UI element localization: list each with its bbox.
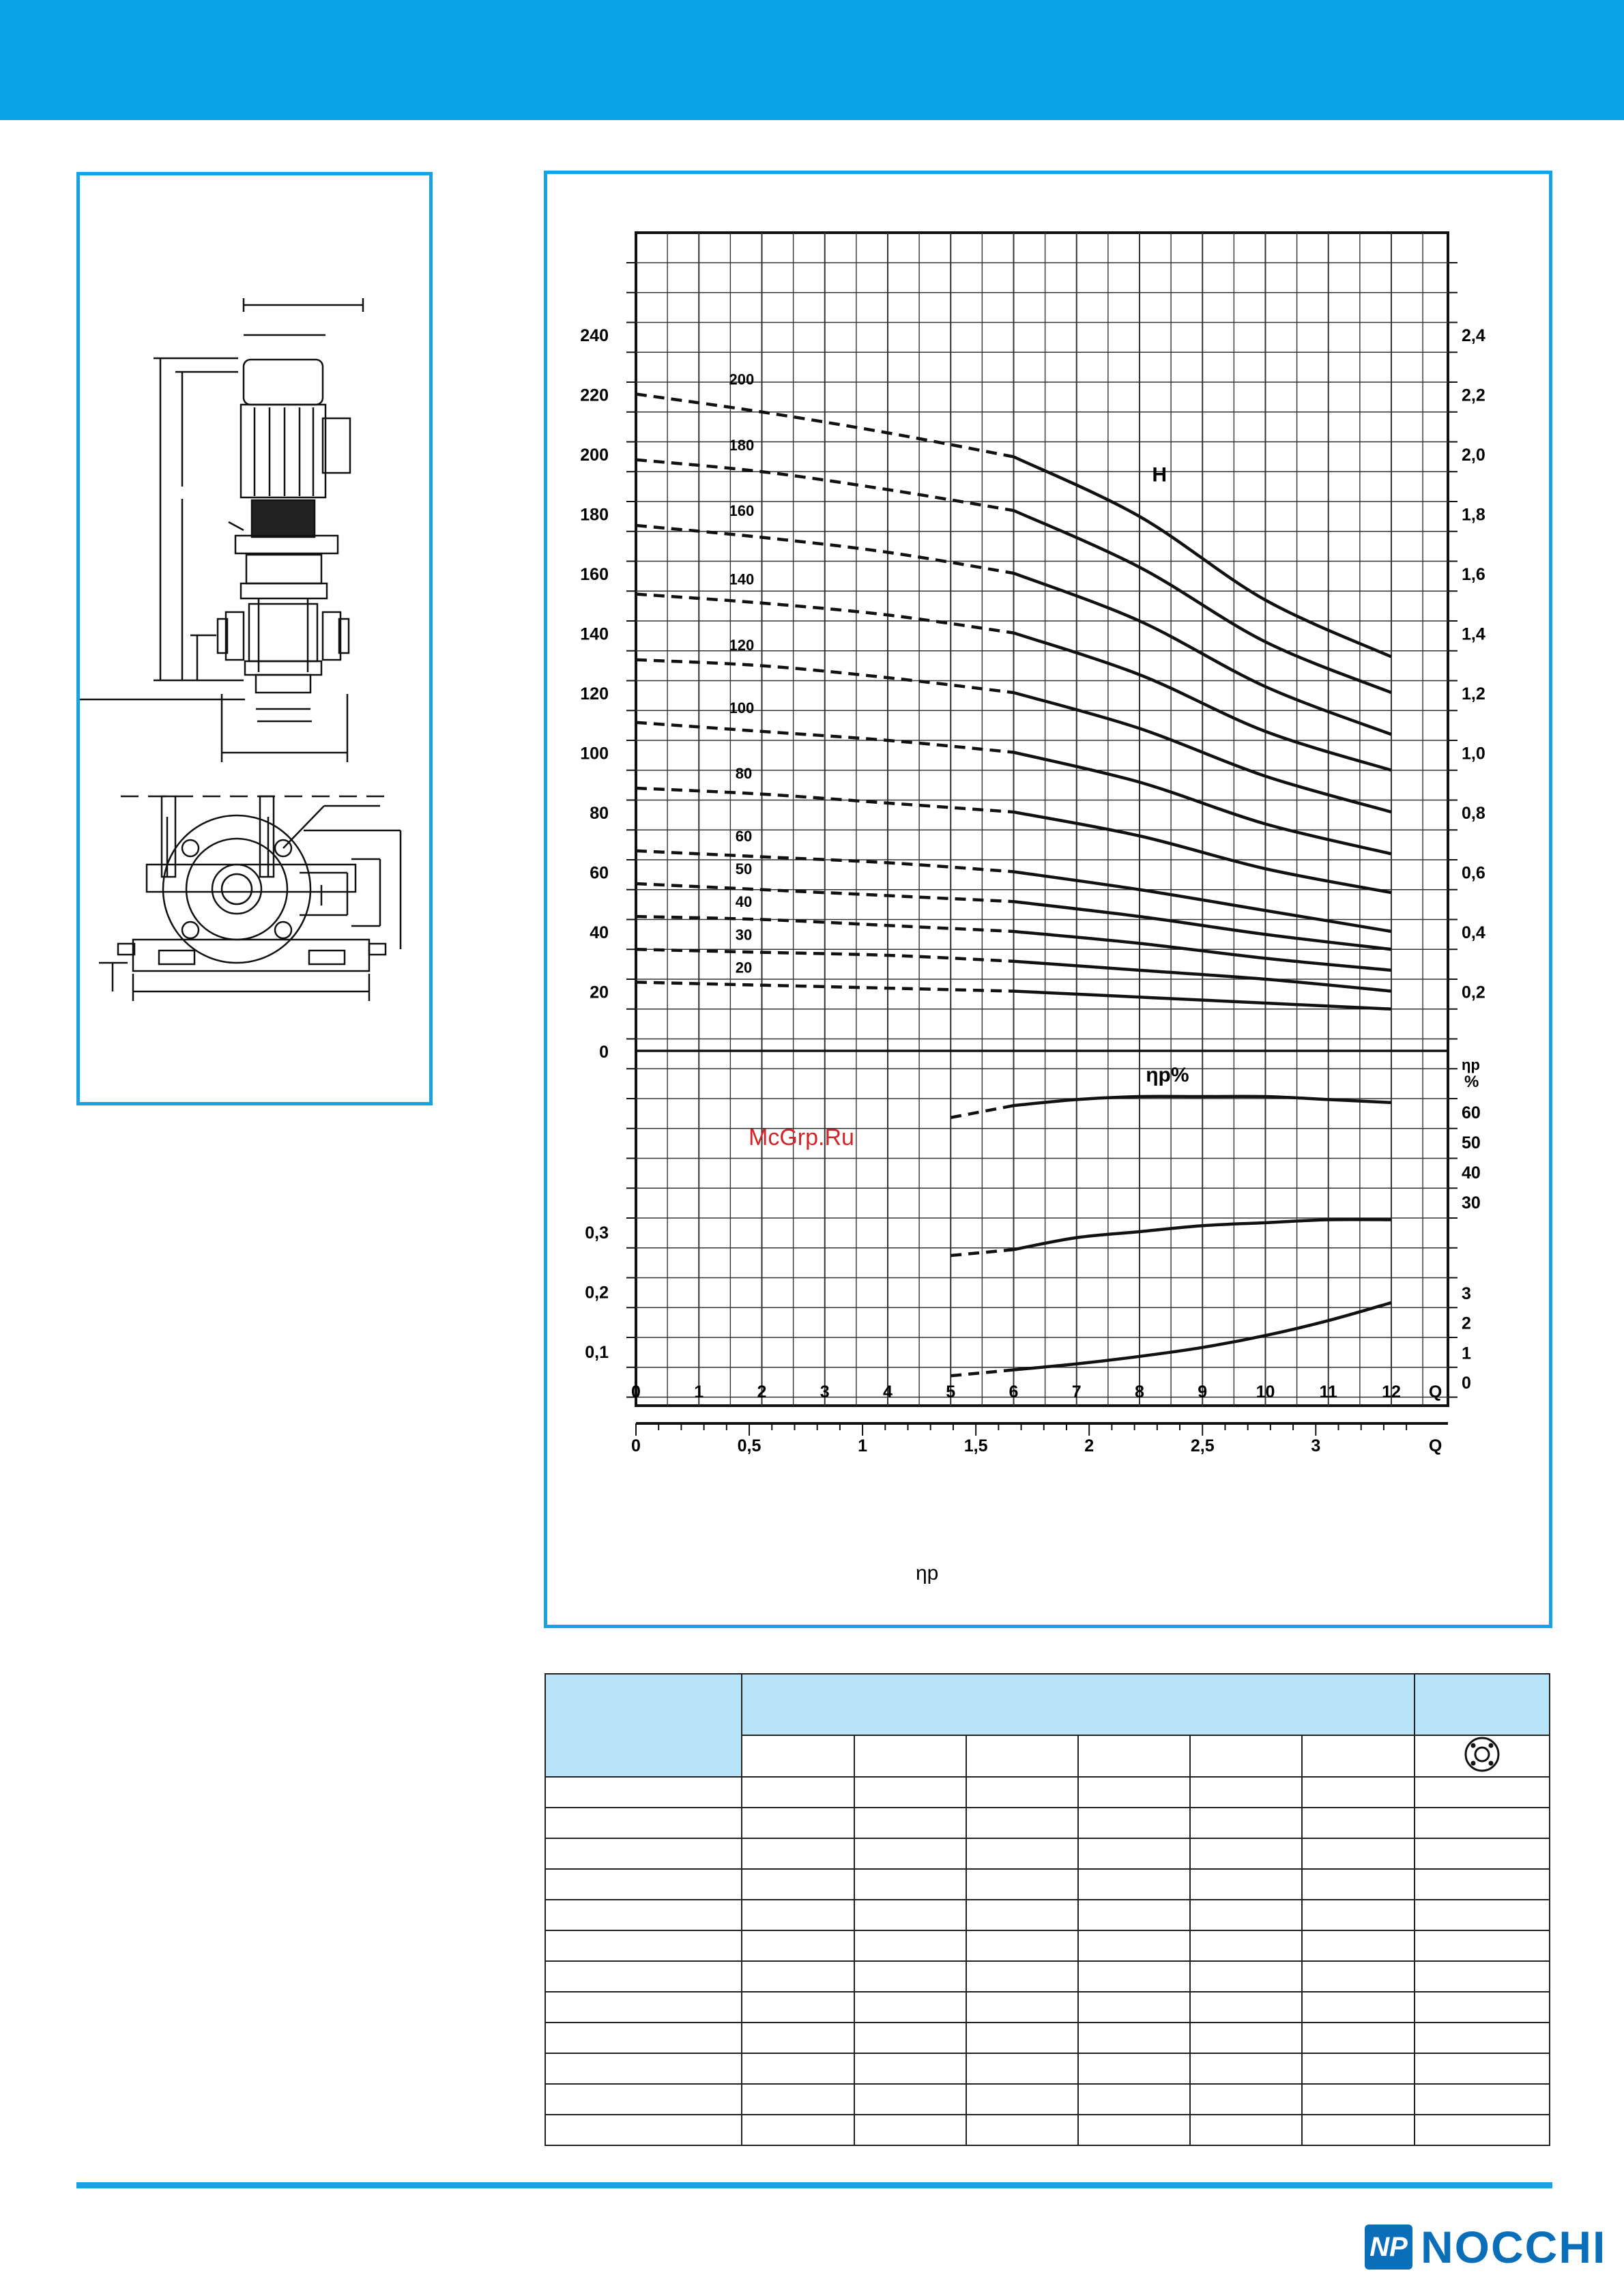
table-cell [742,2053,854,2084]
table-cell [545,1900,742,1930]
table-cell [742,1777,854,1808]
plot-frame [636,233,1448,1406]
table-cell [1415,1961,1550,1992]
table-cell [545,1930,742,1961]
x-tick-label: 1 [694,1382,704,1402]
table-cell [742,1808,854,1838]
table-cell [854,1869,966,1900]
head-tick-label-left: 120 [580,684,609,704]
head-tick-label-right: 1,8 [1462,505,1485,525]
x2-tick-label: 2,5 [1190,1436,1215,1455]
head-tick-label-right: 0,4 [1462,923,1485,942]
x-tick-label: 4 [883,1382,893,1402]
table-subheader-icon-cell [1415,1735,1550,1777]
table-cell [545,2053,742,2084]
table-row [545,2115,1550,2145]
footer-line [76,2182,1552,2188]
table-cell [742,2084,854,2115]
table-cell [545,1869,742,1900]
logo-text: NOCCHI [1421,2222,1607,2272]
eff-curve-label: ηp% [1146,1064,1189,1086]
table-cell [1415,2115,1550,2145]
table-cell [1415,1838,1550,1869]
table-cell [966,1961,1078,1992]
table-subheader-cell [854,1735,966,1777]
table-cell [742,1992,854,2023]
table-cell [545,2115,742,2145]
table-cell [1078,1900,1190,1930]
stage-label: 120 [729,636,755,654]
table-cell [1190,1869,1302,1900]
table-cell [1415,2084,1550,2115]
table-cell [545,1777,742,1808]
table-cell [1078,1961,1190,1992]
head-tick-label-left: 80 [590,804,609,823]
table-cell [1190,1808,1302,1838]
x-tick-label: 2 [757,1382,767,1402]
table-row [545,1838,1550,1869]
table-cell [966,2084,1078,2115]
pump-technical-drawing [80,175,429,1102]
table-header-connection [1415,1674,1550,1735]
table-cell [742,1869,854,1900]
head-tick-label-right: 1,6 [1462,565,1485,584]
x-tick-label: 7 [1071,1382,1082,1402]
npsh-tick-label: 2 [1462,1314,1471,1333]
table-subheader-cell [1190,1735,1302,1777]
eff-axis-label: ηp [1462,1056,1480,1073]
head-tick-label-right: 2,4 [1462,326,1485,345]
power-tick-label: 0,2 [585,1283,609,1303]
head-axis-label: H [1152,463,1168,487]
stage-label: 80 [735,765,753,782]
x2-tick-label: 2 [1084,1436,1094,1455]
table-cell [854,1930,966,1961]
table-cell [854,1900,966,1930]
x-axis-label: Q [1428,1382,1442,1402]
stage-label: 140 [729,570,755,588]
flange-icon [1464,1736,1500,1773]
table-cell [1302,1869,1414,1900]
table-cell [1078,2053,1190,2084]
table-cell [1302,1992,1414,2023]
table-subheader-cell [742,1735,854,1777]
table-row [545,2023,1550,2053]
x-tick-label: 11 [1319,1382,1337,1402]
x-tick-label: 0 [631,1382,641,1402]
table-cell [966,2115,1078,2145]
motor-top [244,360,323,405]
table-row [545,1930,1550,1961]
base-flange-outer [163,815,310,963]
table-cell [742,1838,854,1869]
stage-label: 40 [735,893,753,911]
spec-table [545,1673,1550,2146]
table-cell [1078,1930,1190,1961]
table-cell [1190,1930,1302,1961]
npsh-tick-label: 1 [1462,1344,1471,1363]
table-cell [966,1900,1078,1930]
x2-axis-label: Q [1428,1436,1442,1455]
table-cell [854,1992,966,2023]
table-cell [1190,1900,1302,1930]
table-cell [1415,2023,1550,2053]
npsh-tick-label: 3 [1462,1284,1471,1303]
table-cell [545,1961,742,1992]
head-tick-label-right: 1,2 [1462,684,1485,704]
table-cell [1302,1930,1414,1961]
x2-tick-label: 1 [858,1436,868,1455]
head-tick-label-left: 140 [580,624,609,644]
x-tick-label: 9 [1198,1382,1208,1402]
head-tick-label-right: 0,8 [1462,804,1485,823]
table-cell [1190,2053,1302,2084]
head-tick-label-right: 2,0 [1462,446,1485,465]
stage-label: 180 [729,436,755,454]
table-cell [1078,2084,1190,2115]
table-header-group [742,1674,1414,1735]
table-cell [1302,2053,1414,2084]
table-subheader-cell [1302,1735,1414,1777]
table-cell [1302,1900,1414,1930]
eff-tick-label: 30 [1462,1193,1481,1213]
table-cell [966,1838,1078,1869]
coupling [252,500,315,537]
head-tick-label-left: 180 [580,505,609,525]
table-cell [1415,1777,1550,1808]
x-tick-label: 8 [1135,1382,1144,1402]
x-tick-label: 6 [1009,1382,1019,1402]
table-cell [966,2053,1078,2084]
x-tick-label: 10 [1256,1382,1275,1402]
table-row [545,1992,1550,2023]
table-cell [854,2023,966,2053]
table-cell [545,1992,742,2023]
table-cell [966,1808,1078,1838]
table-cell [854,1961,966,1992]
performance-chart [547,174,1549,1625]
table-row [545,1900,1550,1930]
table-cell [1302,2023,1414,2053]
pump-drawing-panel [76,172,433,1105]
table-subheader-cell [966,1735,1078,1777]
table-cell [966,1777,1078,1808]
eta-symbol: ηp [916,1562,939,1584]
terminal-box [323,418,350,473]
table-cell [742,1930,854,1961]
table-cell [1078,1777,1190,1808]
head-tick-label-right: 0,2 [1462,983,1485,1002]
table-cell [1190,1777,1302,1808]
x2-tick-label: 3 [1311,1436,1321,1455]
table-cell [1302,1808,1414,1838]
table-cell [1190,1838,1302,1869]
head-tick-label-left: 0 [599,1043,609,1062]
eff-tick-label: 50 [1462,1133,1481,1153]
table-cell [854,2115,966,2145]
table-cell [1078,1838,1190,1869]
table-header-model [545,1674,742,1777]
npsh-tick-label: 0 [1462,1374,1471,1393]
stage-label: 60 [735,827,753,845]
stage-label: 20 [735,959,753,976]
table-cell [1190,1961,1302,1992]
table-cell [1190,2023,1302,2053]
table-cell [545,2023,742,2053]
table-cell [742,1900,854,1930]
table-cell [545,1838,742,1869]
power-tick-label: 0,1 [585,1343,609,1362]
eff-axis-unit: % [1464,1073,1479,1091]
table-cell [545,1808,742,1838]
table-cell [1078,1808,1190,1838]
table-cell [1190,1992,1302,2023]
table-cell [1415,1900,1550,1930]
head-tick-label-left: 60 [590,863,609,883]
table-cell [1415,1808,1550,1838]
logo-mark-icon: NP [1365,2225,1412,2270]
x2-tick-label: 0,5 [737,1436,762,1455]
table-cell [742,1961,854,1992]
table-cell [1415,1869,1550,1900]
stage-label: 160 [729,502,755,519]
table-cell [1302,2115,1414,2145]
table-cell [1078,2115,1190,2145]
table-cell [854,1777,966,1808]
table-cell [854,1808,966,1838]
head-tick-label-left: 100 [580,744,609,764]
table-cell [1415,1930,1550,1961]
table-cell [1190,2115,1302,2145]
table-cell [966,1930,1078,1961]
table-cell [966,1992,1078,2023]
power-tick-label: 0,3 [585,1223,609,1243]
table-cell [1078,1869,1190,1900]
brand-logo [1365,2223,1606,2271]
stage-label: 100 [729,699,755,716]
table-cell [966,2023,1078,2053]
table-row [545,2084,1550,2115]
x-tick-label: 5 [946,1382,956,1402]
head-tick-label-right: 0,6 [1462,863,1485,883]
eff-tick-label: 60 [1462,1103,1481,1122]
table-cell [1415,2053,1550,2084]
table-cell [1302,1838,1414,1869]
table-cell [1415,1992,1550,2023]
table-cell [1302,1961,1414,1992]
table-cell [545,2084,742,2115]
table-cell [1078,1992,1190,2023]
table-cell [854,1838,966,1869]
table-row [545,1777,1550,1808]
table-cell [1190,2084,1302,2115]
head-tick-label-right: 2,2 [1462,386,1485,405]
table-row [545,2053,1550,2084]
table-cell [1302,2084,1414,2115]
table-cell [854,2084,966,2115]
x-tick-label: 12 [1382,1382,1401,1402]
watermark: McGrp.Ru [749,1125,854,1150]
table-row [545,1869,1550,1900]
head-tick-label-right: 1,4 [1462,624,1485,644]
head-tick-label-left: 220 [580,386,609,405]
head-tick-label-left: 240 [580,326,609,345]
head-tick-label-left: 20 [590,983,609,1002]
table-cell [742,2023,854,2053]
head-tick-label-right: 1,0 [1462,744,1485,764]
table-row [545,1808,1550,1838]
head-tick-label-left: 160 [580,565,609,584]
x2-tick-label: 1,5 [963,1436,988,1455]
table-cell [966,1869,1078,1900]
stage-label: 30 [735,926,753,944]
table-cell [742,2115,854,2145]
stage-label: 200 [729,371,755,388]
table-subheader-cell [1078,1735,1190,1777]
performance-chart-panel [544,171,1552,1628]
table-cell [854,2053,966,2084]
x-tick-label: 3 [820,1382,830,1402]
table-row [545,1961,1550,1992]
table-cell [1302,1777,1414,1808]
head-tick-label-left: 200 [580,446,609,465]
stage-label: 50 [735,860,753,878]
x2-tick-label: 0 [631,1436,641,1455]
eff-tick-label: 40 [1462,1163,1481,1183]
header-bar [0,0,1624,120]
table-cell [1078,2023,1190,2053]
head-tick-label-left: 40 [590,923,609,942]
